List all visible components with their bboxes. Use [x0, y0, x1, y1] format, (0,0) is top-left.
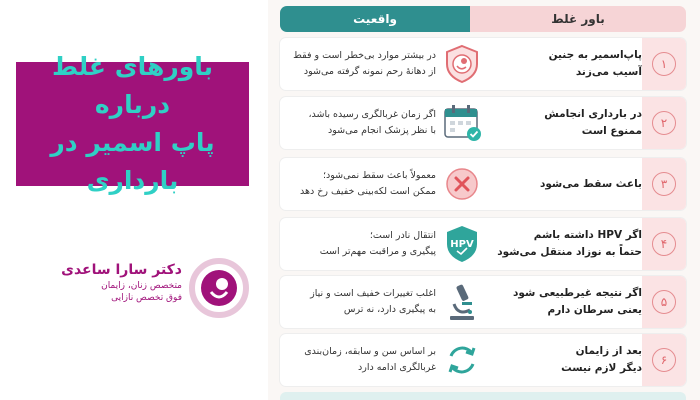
fact-text: [286, 340, 436, 380]
fact-text: [286, 103, 436, 143]
logo-text: [54, 260, 182, 304]
x-circle-icon: [440, 162, 484, 206]
title-line-1: باورهای غلط درباره: [51, 52, 214, 119]
myth-text: [492, 101, 642, 145]
shield-fetus-icon: [440, 42, 484, 86]
hpv-label: HPV: [450, 239, 474, 250]
row-number: ۳: [652, 172, 676, 196]
fact-column-header: واقعیت: [280, 6, 470, 32]
row-number-area: [642, 276, 686, 328]
title-line-2: پاپ اسمیر در بارداری: [50, 128, 215, 195]
row-number: ۴: [652, 232, 676, 256]
myth-line: اگر HPV داشته باشم: [533, 229, 642, 241]
fact-line: اگر زمان غربالگری رسیده باشد،: [308, 109, 436, 120]
myth-line: دیگر لازم نیست: [561, 362, 642, 374]
row-number: ۱: [652, 52, 676, 76]
table-row: [280, 38, 686, 90]
myth-text: [492, 222, 642, 266]
title-box: [16, 52, 249, 195]
fact-line: غربالگری ادامه دارد: [358, 362, 436, 373]
fact-line: در بیشتر موارد بی‌خطر است و فقط: [293, 50, 436, 61]
myth-line: ممنوع است: [581, 125, 642, 137]
fact-text: [286, 44, 436, 84]
fact-line: بر اساس سن و سابقه، زمان‌بندی: [304, 346, 436, 357]
row-number-area: [642, 38, 686, 90]
row-number-area: [642, 97, 686, 149]
table-row: [280, 97, 686, 149]
doctor-name: دکتر سارا ساعدی: [61, 262, 182, 278]
fact-line: اغلب تغییرات خفیف است و نیاز: [310, 288, 436, 299]
myth-text: [492, 280, 642, 324]
table-row: [280, 334, 686, 386]
bottom-bar: [280, 392, 686, 400]
fact-line: از دهانهٔ رحم نمونه گرفته می‌شود: [303, 66, 436, 77]
row-number-area: [642, 218, 686, 270]
myth-line: پاپ‌اسمیر به جنین: [548, 49, 642, 61]
myth-line: اگر نتیجه غیرطبیعی شود: [513, 287, 642, 299]
myth-text: [492, 162, 642, 206]
myth-line: حتماً به نوزاد منتقل می‌شود: [497, 246, 642, 258]
row-number-area: [642, 158, 686, 210]
fact-line: انتقال نادر است؛: [369, 230, 436, 241]
table-row: [280, 218, 686, 270]
doctor-specialty: متخصص زنان، زایمان: [101, 281, 182, 291]
table-row: [280, 158, 686, 210]
fact-line: ممکن است لکه‌بینی خفیف رخ دهد: [300, 186, 436, 197]
fact-text: [286, 164, 436, 204]
logo-emblem-icon: [189, 258, 249, 318]
fact-text: [286, 282, 436, 322]
myth-fact-infographic: [268, 0, 700, 400]
microscope-icon: [440, 280, 484, 324]
myth-line: بعد از زایمان: [575, 345, 642, 357]
myth-column-header: باور غلط: [470, 6, 686, 32]
row-number: ۵: [652, 290, 676, 314]
calendar-check-icon: [440, 101, 484, 145]
doctor-logo: [54, 258, 249, 328]
myth-text: [492, 42, 642, 86]
table-header: [280, 6, 686, 32]
doctor-subspecialty: فوق تخصص نازایی: [111, 293, 182, 303]
row-number: ۲: [652, 111, 676, 135]
fact-line: پیگیری و مراقبت مهم‌تر است: [319, 246, 436, 257]
row-number-area: [642, 334, 686, 386]
myth-line: در بارداری انجامش: [544, 108, 642, 120]
fact-line: با نظر پزشک انجام می‌شود: [328, 125, 436, 136]
row-number: ۶: [652, 348, 676, 372]
fact-text: [286, 224, 436, 264]
table-row: [280, 276, 686, 328]
myth-line: یعنی سرطان دارم: [547, 304, 642, 316]
fact-line: به پیگیری دارد، نه ترس: [343, 304, 436, 315]
myth-line: آسیب می‌زند: [575, 66, 642, 78]
hpv-shield-icon: [440, 222, 484, 266]
myth-text: [492, 338, 642, 382]
fact-line: معمولاً باعث سقط نمی‌شود؛: [322, 170, 436, 181]
myth-line: باعث سقط می‌شود: [539, 177, 642, 190]
refresh-arrows-icon: [440, 338, 484, 382]
